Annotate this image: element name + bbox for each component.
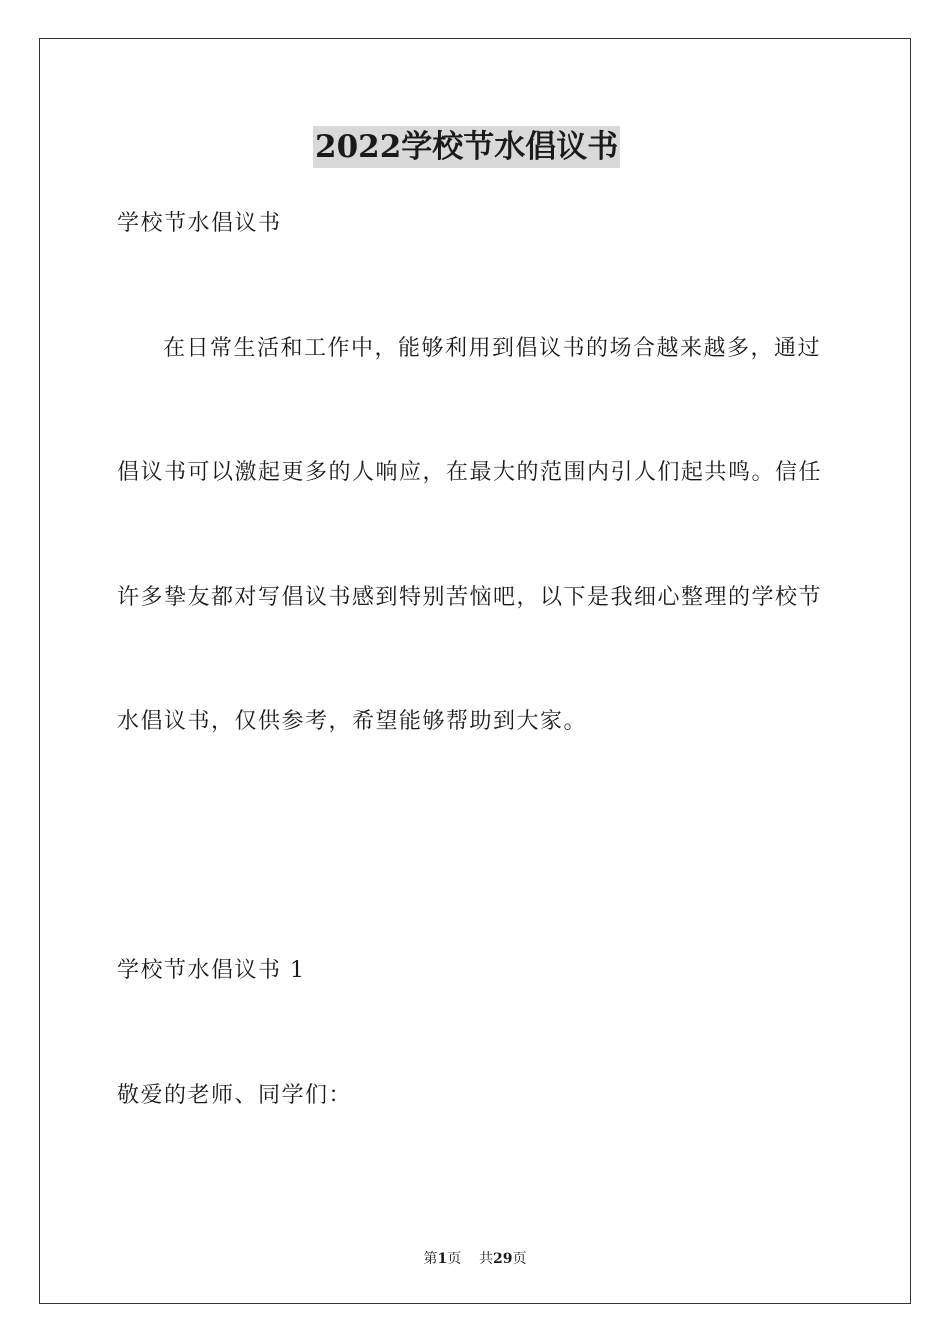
document-title: 2022学校节水倡议书 xyxy=(313,126,620,168)
page-number: 1 xyxy=(437,1251,448,1267)
page-prefix: 第 xyxy=(423,1251,438,1267)
total-pages: 29 xyxy=(493,1251,513,1267)
salutation: 敬爱的老师、同学们： xyxy=(117,1083,353,1108)
page-footer xyxy=(0,1248,950,1268)
intro-line-3: 许多挚友都对写倡议书感到特别苦恼吧，以下是我细心整理的学校节 xyxy=(117,585,823,610)
intro-line-2: 倡议书可以激起更多的人响应，在最大的范围内引人们起共鸣。信任 xyxy=(117,460,823,485)
intro-line-1: 在日常生活和工作中，能够利用到倡议书的场合越来越多，通过 xyxy=(163,336,822,361)
document-subtitle: 学校节水倡议书 xyxy=(117,211,282,236)
total-prefix: 共 xyxy=(479,1251,494,1267)
section-heading: 学校节水倡议书 1 xyxy=(117,958,306,983)
page-suffix: 页 xyxy=(447,1251,462,1267)
total-suffix: 页 xyxy=(512,1251,527,1267)
intro-line-4: 水倡议书，仅供参考，希望能够帮助到大家。 xyxy=(117,709,588,734)
